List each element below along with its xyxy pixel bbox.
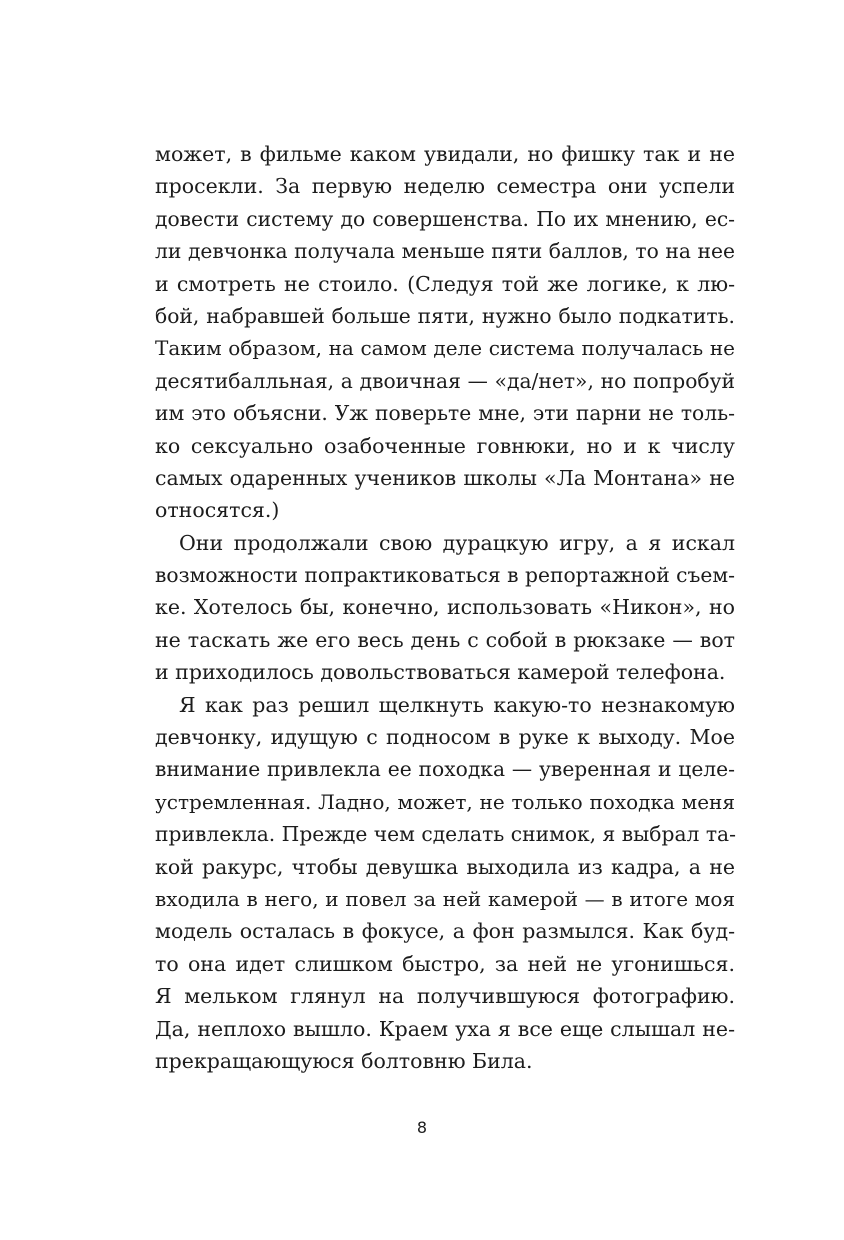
text-line: Я как раз решил щелкнуть какую-то незнакомую	[179, 692, 735, 717]
text-line: может, в фильме каком увидали, но фишку так и не	[155, 142, 735, 166]
text-line: довести систему до совершенства. По их мнению, ес-	[155, 206, 735, 231]
text-line: девчонку, идущую с подносом в руке к выходу. Мое	[155, 725, 735, 750]
page-number: 8	[416, 1118, 428, 1137]
text-line: Таким образом, на самом деле система получалась не	[155, 336, 735, 361]
text-line: ко сексуально озабоченные говнюки, но и к числу	[155, 433, 735, 458]
text-line: привлекла. Прежде чем сделать снимок, я выбрал та-	[155, 822, 736, 847]
text-line: Я мельком глянул на получившуюся фотографию.	[155, 984, 735, 1009]
text-line: бой, набравшей больше пяти, нужно было подкатить.	[155, 303, 735, 328]
text-line: возможности попрактиковаться в репортажной съем-	[155, 563, 735, 588]
text-line: самых одаренных учеников школы «Ла Монтана» не	[155, 465, 735, 490]
text-line: и смотреть не стоило. (Следуя той же логике, к лю-	[155, 271, 735, 296]
text-line: входила в него, и повел за ней камерой — в итоге моя	[155, 886, 735, 911]
text-line: не таскать же его весь день с собой в рюкзаке — вот	[155, 627, 735, 652]
paragraph-1	[155, 138, 735, 527]
text-line: и приходилось довольствоваться камерой телефона.	[155, 660, 726, 685]
text-line: Да, неплохо вышло. Краем уха я все еще слышал не-	[155, 1016, 735, 1041]
text-line: ли девчонка получала меньше пяти баллов, то на нее	[155, 239, 735, 264]
body-text	[155, 138, 735, 1077]
paragraph-3	[155, 689, 735, 1078]
text-line: модель осталась в фокусе, а фон размылся. Как буд-	[155, 919, 735, 944]
text-line: относятся.)	[155, 498, 280, 523]
text-line: Они продолжали свою дурацкую игру, а я искал	[179, 530, 735, 555]
text-line: прекращающуюся болтовню Била.	[155, 1048, 533, 1073]
text-line: внимание привлекла ее походка — уверенная и целе-	[155, 757, 735, 782]
text-line: просекли. За первую неделю семестра они успели	[155, 174, 735, 199]
text-line: кой ракурс, чтобы девушка выходила из кадра, а не	[155, 854, 735, 879]
text-line: ке. Хотелось бы, конечно, использовать «Никон», но	[155, 595, 735, 620]
text-line: то она идет слишком быстро, за ней не угонишься.	[155, 951, 735, 976]
text-line: им это объясни. Уж поверьте мне, эти парни не толь-	[155, 401, 735, 426]
text-line: устремленная. Ладно, может, не только походка меня	[155, 789, 735, 814]
paragraph-2	[155, 527, 735, 689]
text-line: десятибалльная, а двоичная — «да/нет», но попробуй	[155, 368, 735, 393]
